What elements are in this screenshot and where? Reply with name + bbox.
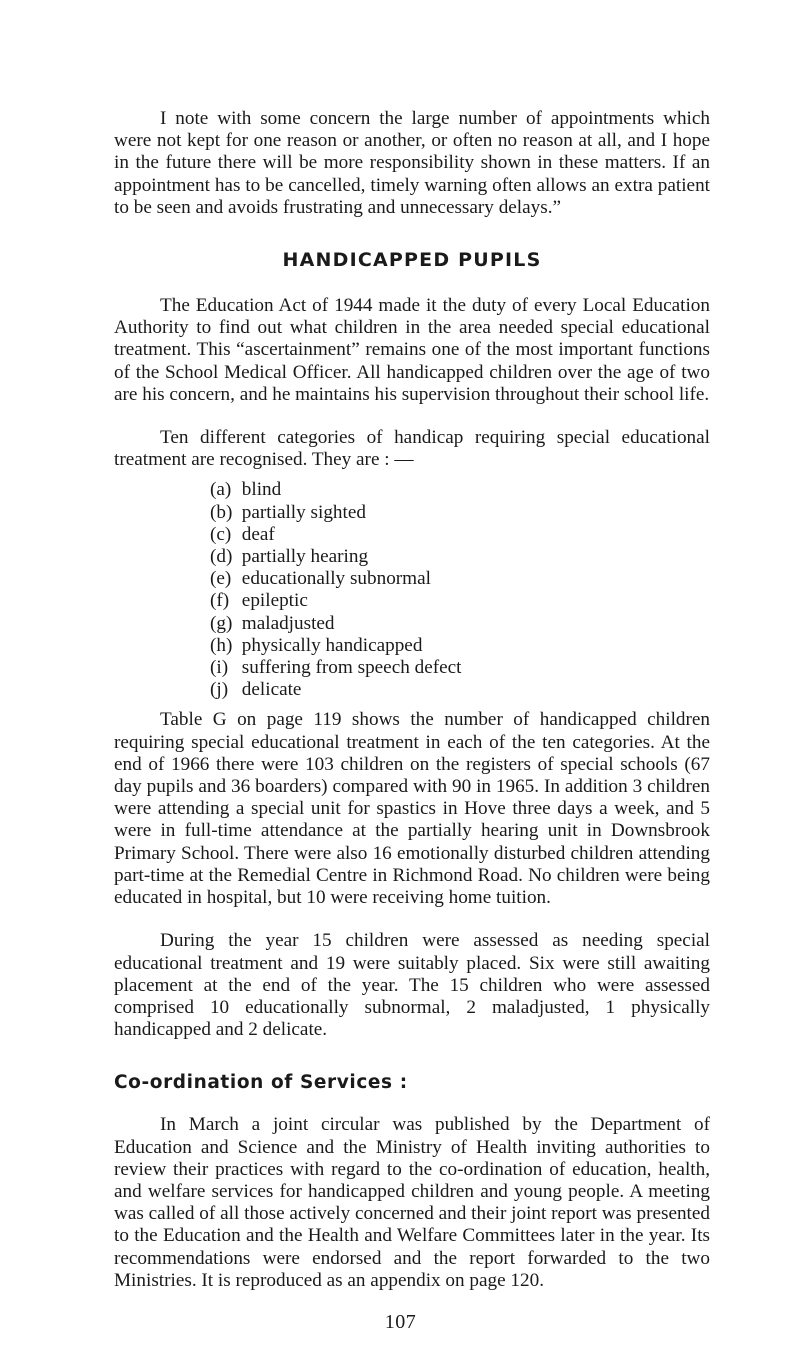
assessed-paragraph: During the year 15 children were assessed as needing special educational treatment and 19 were suitably placed. Six were still awaiting placement at the end of the year. The 15 children who were assessed comprised 10 educationally subnormal, 2 maladjusted, 1 physically handicapped and 2 delicate. bbox=[114, 930, 710, 1041]
list-item-text: epileptic bbox=[241, 590, 308, 612]
list-item-text: deaf bbox=[241, 523, 275, 545]
list-item-label: (j) bbox=[210, 679, 229, 701]
table-g-paragraph: Table G on page 119 shows the number of handicapped children requiring special educational treatment in each of the ten categories. At the end of 1966 there were 103 children on the registers of special schools (67 day pupils and 36 boarders) compared with 90 in 1965. In addition 3 children were attending a special unit for spastics in Hove three days a week, and 5 were in full-time attendance at the partially hearing unit in Downsbrook Primary School. There were also 16 emotionally disturbed children attending part-time at the Remedial Centre in Richmond Road. No children were being educated in hospital, but 10 were receiving home tuition. bbox=[114, 709, 710, 909]
section-heading: HANDICAPPED PUPILS bbox=[282, 249, 542, 272]
list-item-label: (e) bbox=[210, 568, 232, 590]
list-item-label: (f) bbox=[210, 590, 230, 612]
list-item bbox=[210, 479, 710, 501]
list-item-text: blind bbox=[241, 479, 282, 501]
list-item bbox=[210, 635, 710, 657]
list-item-text: educationally subnormal bbox=[241, 568, 431, 590]
list-item bbox=[210, 613, 710, 635]
list-item bbox=[210, 568, 710, 590]
list-item-label: (b) bbox=[210, 501, 233, 523]
list-item-label: (i) bbox=[210, 657, 229, 679]
list-item-text: physically handicapped bbox=[241, 634, 423, 656]
list-item-label: (a) bbox=[210, 479, 232, 501]
list-item-text: delicate bbox=[241, 679, 302, 701]
list-item-text: partially hearing bbox=[241, 546, 369, 568]
document-page bbox=[114, 108, 710, 1292]
list-item-text: partially sighted bbox=[241, 501, 366, 523]
education-act-paragraph: The Education Act of 1944 made it the duty of every Local Education Authority to find out what children in the area needed special educational treatment. This “ascertainment” remains one of the most important functions of the School Medical Officer. All handicapped children over the age of two are his concern, and he maintains his supervision throughout their school life. bbox=[114, 295, 710, 405]
list-item-text: maladjusted bbox=[241, 612, 335, 634]
list-item bbox=[210, 657, 710, 679]
list-item bbox=[210, 502, 710, 524]
list-item bbox=[210, 546, 710, 568]
coordination-paragraph: In March a joint circular was published by the Department of Education and Science and the Ministry of Health inviting authorities to review their practices with regard to the co-ordination of education, health, and welfare services for handicapped children and young people. A meeting was called of all those actively concerned and their joint report was presented to the Education and the Health and Welfare Committees later in the year. Its recommendations were endorsed and the report forwarded to the two Ministries. It is reproduced as an appendix on page 120. bbox=[114, 1114, 710, 1291]
list-item bbox=[210, 524, 710, 546]
coordination-subheading: Co-ordination of Services : bbox=[114, 1072, 408, 1094]
list-item-label: (d) bbox=[210, 546, 233, 568]
list-item-label: (h) bbox=[210, 634, 233, 656]
categories-intro-paragraph: Ten different categories of handicap requiring special educational treatment are recognised. They are : — bbox=[114, 427, 710, 471]
list-item-label: (c) bbox=[210, 523, 232, 545]
list-item-label: (g) bbox=[210, 612, 233, 634]
list-item bbox=[210, 679, 710, 701]
page-number: 107 bbox=[384, 1311, 417, 1333]
list-item-text: suffering from speech defect bbox=[241, 657, 462, 679]
handicap-categories-list bbox=[114, 479, 710, 701]
intro-paragraph: I note with some concern the large number of appointments which were not kept for one reason or another, or often no reason at all, and I hope in the future there will be more responsibility shown in these matters. If an appointment has to be cancelled, timely warning often allows an extra patient to be seen and avoids frustrating and unnecessary delays.” bbox=[114, 108, 710, 218]
list-item bbox=[210, 590, 710, 612]
